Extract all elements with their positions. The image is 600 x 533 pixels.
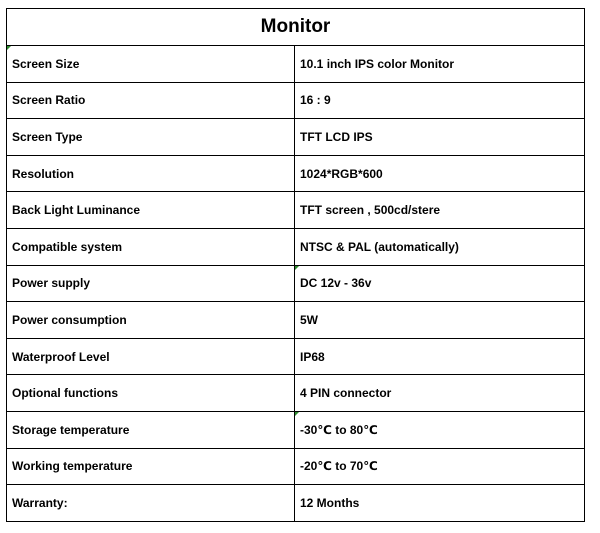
row-value: 5W	[295, 302, 585, 339]
table-title: Monitor	[7, 9, 585, 46]
row-label: Resolution	[7, 155, 295, 192]
row-value: NTSC & PAL (automatically)	[295, 228, 585, 265]
row-label: Storage temperature	[7, 411, 295, 448]
row-label: Warranty:	[7, 485, 295, 522]
row-value: TFT LCD IPS	[295, 119, 585, 156]
row-value: 1024*RGB*600	[295, 155, 585, 192]
row-label: Working temperature	[7, 448, 295, 485]
row-label: Screen Size	[7, 46, 295, 83]
table-row	[7, 192, 585, 229]
row-label: Compatible system	[7, 228, 295, 265]
table-row	[7, 119, 585, 156]
row-label: Screen Ratio	[7, 82, 295, 119]
row-label: Waterproof Level	[7, 338, 295, 375]
table-row	[7, 82, 585, 119]
table-row	[7, 485, 585, 522]
table-row	[7, 265, 585, 302]
row-value: 4 PIN connector	[295, 375, 585, 412]
row-label: Back Light Luminance	[7, 192, 295, 229]
row-value: 16 : 9	[295, 82, 585, 119]
row-label: Power consumption	[7, 302, 295, 339]
row-label: Screen Type	[7, 119, 295, 156]
table-row	[7, 155, 585, 192]
table-row	[7, 448, 585, 485]
spec-table	[6, 8, 585, 522]
table-row	[7, 302, 585, 339]
table-row	[7, 375, 585, 412]
row-value: -30℃ to 80℃	[295, 411, 585, 448]
row-value: TFT screen , 500cd/stere	[295, 192, 585, 229]
row-value: -20℃ to 70℃	[295, 448, 585, 485]
row-label: Optional functions	[7, 375, 295, 412]
row-value: 10.1 inch IPS color Monitor	[295, 46, 585, 83]
row-value: DC 12v - 36v	[295, 265, 585, 302]
row-label: Power supply	[7, 265, 295, 302]
table-header-row	[7, 9, 585, 46]
table-row	[7, 228, 585, 265]
table-row	[7, 411, 585, 448]
table-row	[7, 46, 585, 83]
table-row	[7, 338, 585, 375]
row-value: IP68	[295, 338, 585, 375]
row-value: 12 Months	[295, 485, 585, 522]
